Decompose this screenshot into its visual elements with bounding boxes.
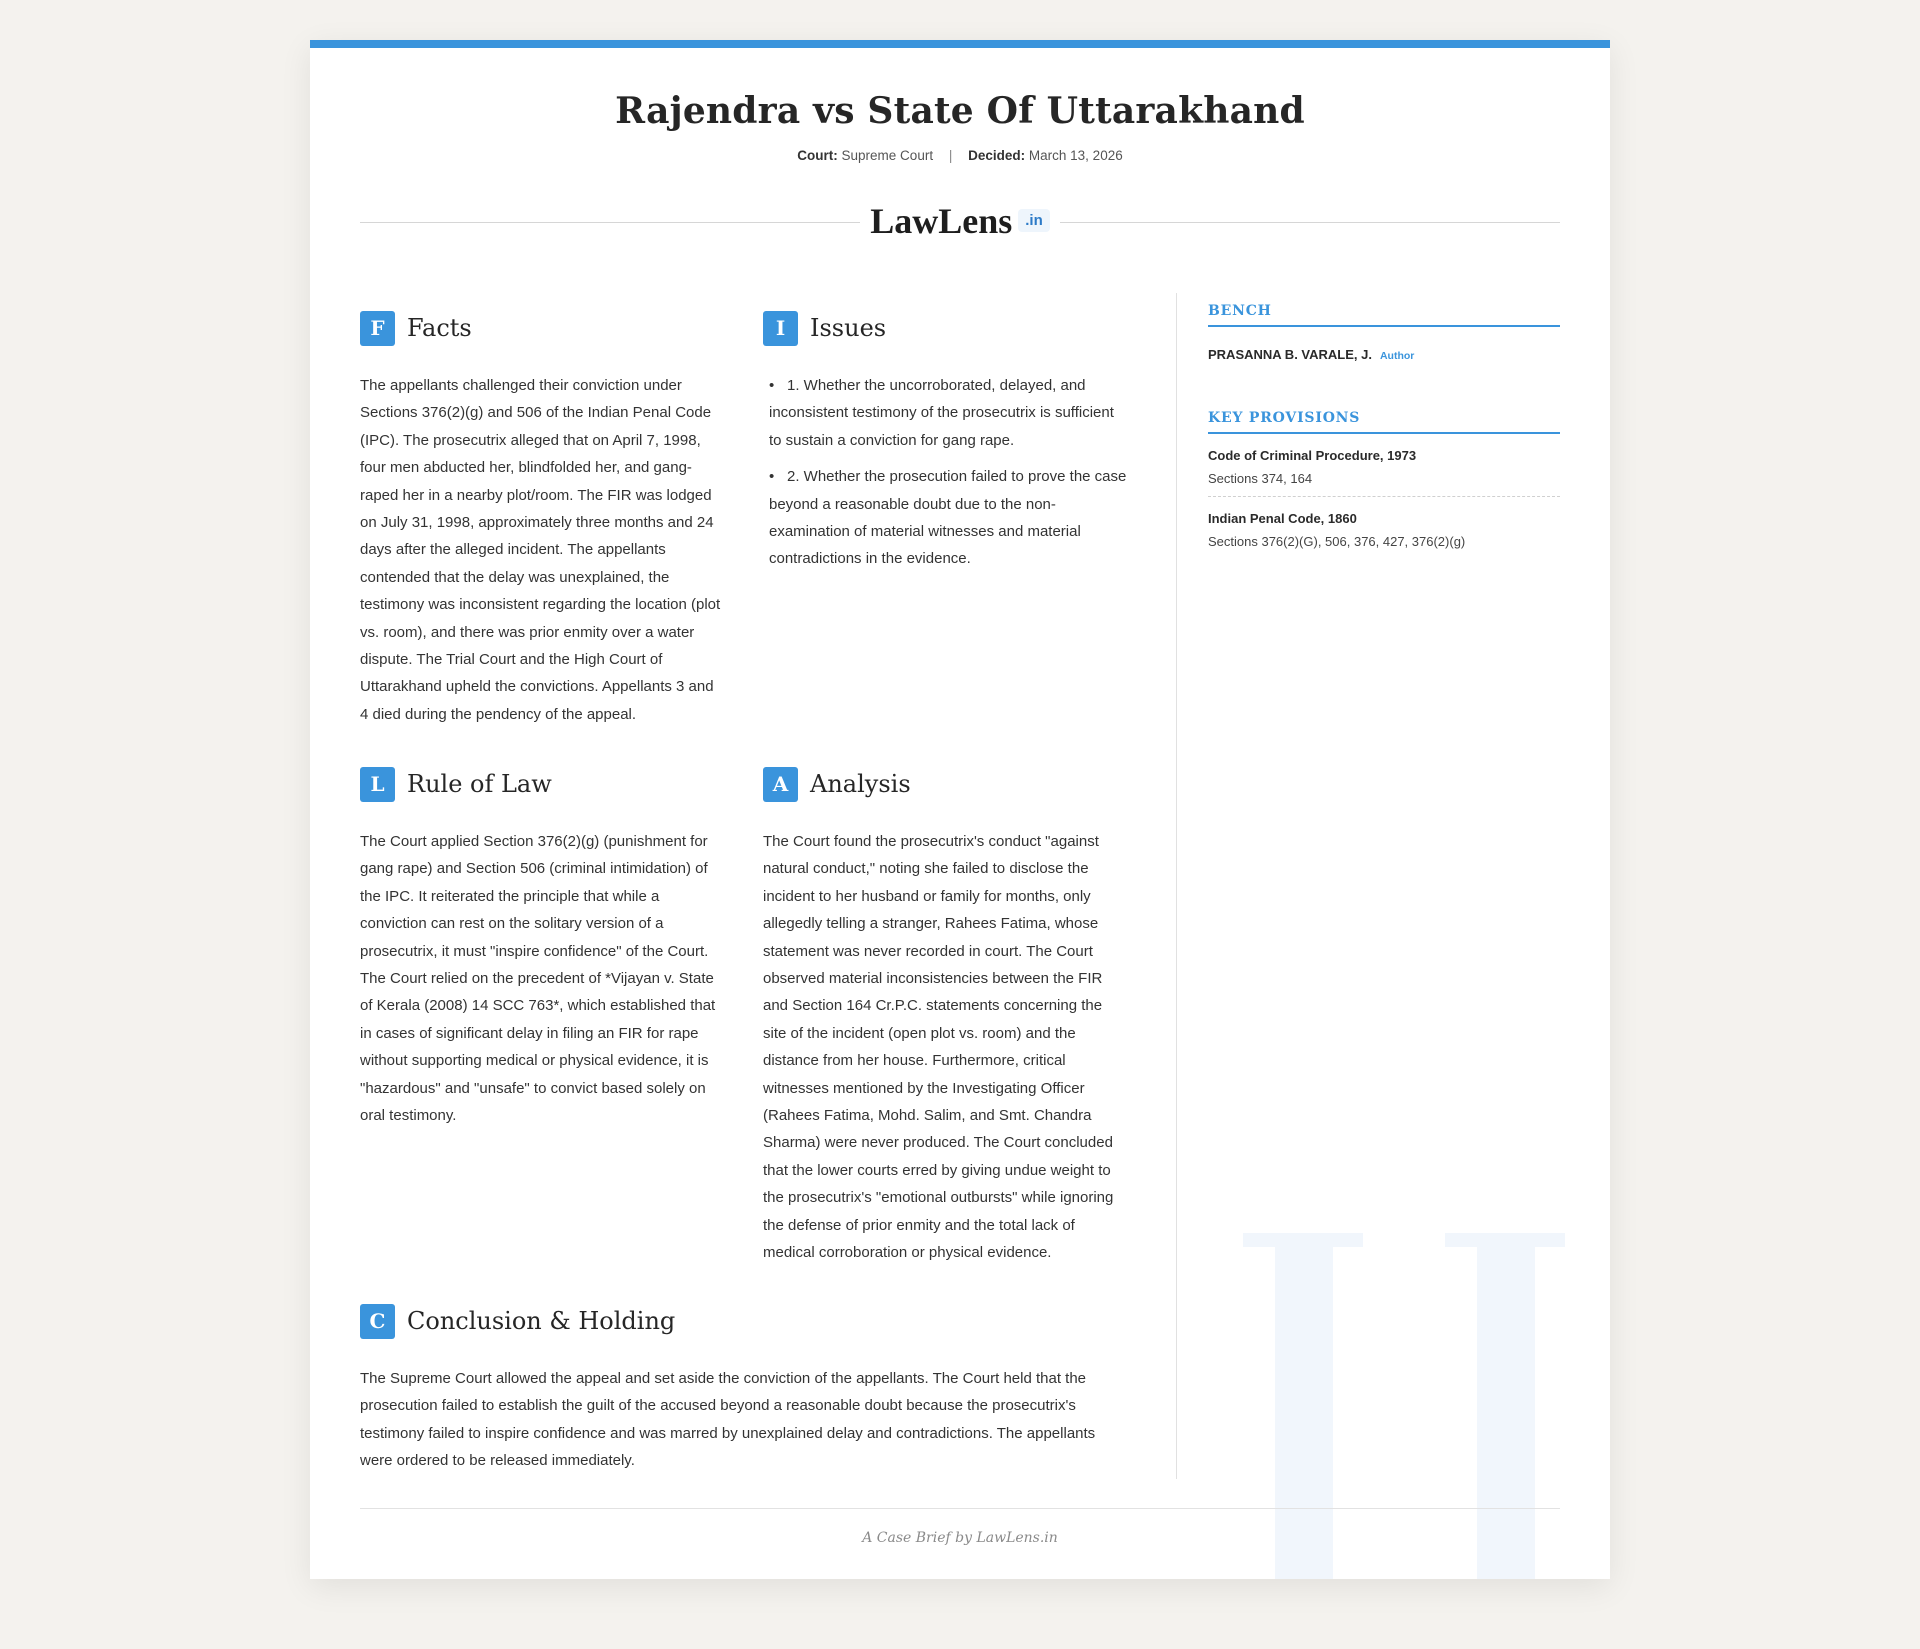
conclusion-badge: C <box>360 1304 395 1339</box>
brand-row <box>360 198 1560 248</box>
judge-name: PRASANNA B. VARALE, J. <box>1208 347 1372 362</box>
court-label: Court: <box>797 148 838 163</box>
bullet-icon: • <box>769 377 775 394</box>
provision-act: Indian Penal Code, 1860 <box>1208 511 1357 526</box>
conclusion-body: The Supreme Court allowed the appeal and set aside the conviction of the appellants. The Court held that the prosecution failed to establish the guilt of the accused beyond a reasonable doubt because the prosecutrix's testimony failed to inspire confidence and was marred by unexplained delay and contradictions. The appellants were ordered to be released immediately. <box>360 1370 1096 1470</box>
facts-body: The appellants challenged their conviction under Sections 376(2)(g) and 506 of the Indian Penal Code (IPC). The prosecutrix alleged that on April 7, 1998, four men abducted her, blindfolded her, and gang-raped her in a nearby plot/room. The FIR was lodged on July 31, 1998, approximately three months and 24 days after the alleged incident. The appellants contended that the delay was unexplained, the testimony was inconsistent regarding the location (plot vs. room), and there was prior enmity over a water dispute. The Trial Court and the High Court of Uttarakhand upheld the convictions. Appellants 3 and 4 died during the pendency of the appeal. <box>360 377 721 723</box>
facts-section <box>360 310 722 728</box>
issues-body <box>763 372 1128 573</box>
decided-label: Decided: <box>968 148 1026 163</box>
conclusion-section <box>360 1303 1130 1475</box>
brand-logo <box>360 200 1560 242</box>
watermark-logo <box>1215 1233 1595 1579</box>
case-meta <box>310 148 1610 163</box>
case-title: Rajendra vs State Of Uttarakhand <box>615 90 1305 132</box>
analysis-body: The Court found the prosecutrix's conduct "against natural conduct," noting she failed to disclose the incident to her husband or family for months, only allegedly telling a stranger, Rahees Fatima, whose statement was never recorded in court. The Court observed material inconsistencies between the FIR and Section 164 Cr.P.C. statements concerning the site of the incident (open plot vs. room) and the distance from her house. Furthermore, critical witnesses mentioned by the Investigating Officer (Rahees Fatima, Mohd. Salim, and Smt. Chandra Sharma) were never produced. The Court concluded that the lower courts erred by giving undue weight to the prosecutrix's "emotional outbursts" while ignoring the defense of prior enmity and the total lack of medical corroboration or physical evidence. <box>763 833 1114 1262</box>
issues-badge: I <box>763 311 798 346</box>
footer-divider <box>360 1508 1560 1509</box>
issue-item <box>769 463 1128 573</box>
judge-role-badge: Author <box>1379 350 1415 362</box>
issues-title: Issues <box>810 314 887 342</box>
analysis-title: Analysis <box>810 770 911 798</box>
bench-panel <box>1208 303 1560 362</box>
provisions-panel <box>1208 410 1560 559</box>
conclusion-header <box>360 1303 1130 1339</box>
decided-value: March 13, 2026 <box>1028 148 1123 163</box>
rule-section <box>360 766 722 1129</box>
meta-separator: | <box>948 148 953 163</box>
provisions-heading: KEY PROVISIONS <box>1208 410 1560 434</box>
rule-header <box>360 766 722 802</box>
issues-section <box>763 310 1128 582</box>
judge-entry <box>1208 347 1560 362</box>
case-brief-page <box>310 40 1610 1579</box>
provision-item <box>1208 434 1560 497</box>
facts-header <box>360 310 722 346</box>
provision-sections: Sections 376(2)(G), 506, 376, 427, 376(2)(g) <box>1208 534 1466 549</box>
court-value: Supreme Court <box>841 148 934 163</box>
issue-text: 2. Whether the prosecution failed to prove the case beyond a reasonable doubt due to the non-examination of material witnesses and material contradictions in the evidence. <box>769 468 1127 568</box>
sidebar-divider <box>1176 293 1177 1479</box>
facts-title: Facts <box>407 314 472 342</box>
brand-tld: .in <box>1018 209 1050 232</box>
provision-act: Code of Criminal Procedure, 1973 <box>1208 448 1417 463</box>
rule-body: The Court applied Section 376(2)(g) (punishment for gang rape) and Section 506 (criminal intimidation) of the IPC. It reiterated the principle that while a conviction can rest on the solitary version of a prosecutrix, it must "inspire confidence" of the Court. The Court relied on the precedent of *Vijayan v. State of Kerala (2008) 14 SCC 763*, which established that in cases of significant delay in filing an FIR for rape without supporting medical or physical evidence, it is "hazardous" and "unsafe" to convict based solely on oral testimony. <box>360 833 716 1125</box>
analysis-section <box>763 766 1128 1267</box>
brand-name: LawLens <box>870 201 1013 241</box>
provision-sections: Sections 374, 164 <box>1208 471 1313 486</box>
issues-list <box>763 372 1128 573</box>
bench-heading: BENCH <box>1208 303 1560 327</box>
provision-item <box>1208 497 1560 559</box>
analysis-header <box>763 766 1128 802</box>
facts-badge: F <box>360 311 395 346</box>
footer-credit: A Case Brief by LawLens.in <box>862 1530 1058 1546</box>
conclusion-title: Conclusion & Holding <box>407 1307 676 1335</box>
issues-header <box>763 310 1128 346</box>
analysis-badge: A <box>763 767 798 802</box>
rule-badge: L <box>360 767 395 802</box>
issue-text: 1. Whether the uncorroborated, delayed, and inconsistent testimony of the prosecutrix is sufficient to sustain a conviction for gang rape. <box>769 377 1114 449</box>
issue-item <box>769 372 1128 454</box>
rule-title: Rule of Law <box>407 770 552 798</box>
bullet-icon: • <box>769 468 775 486</box>
